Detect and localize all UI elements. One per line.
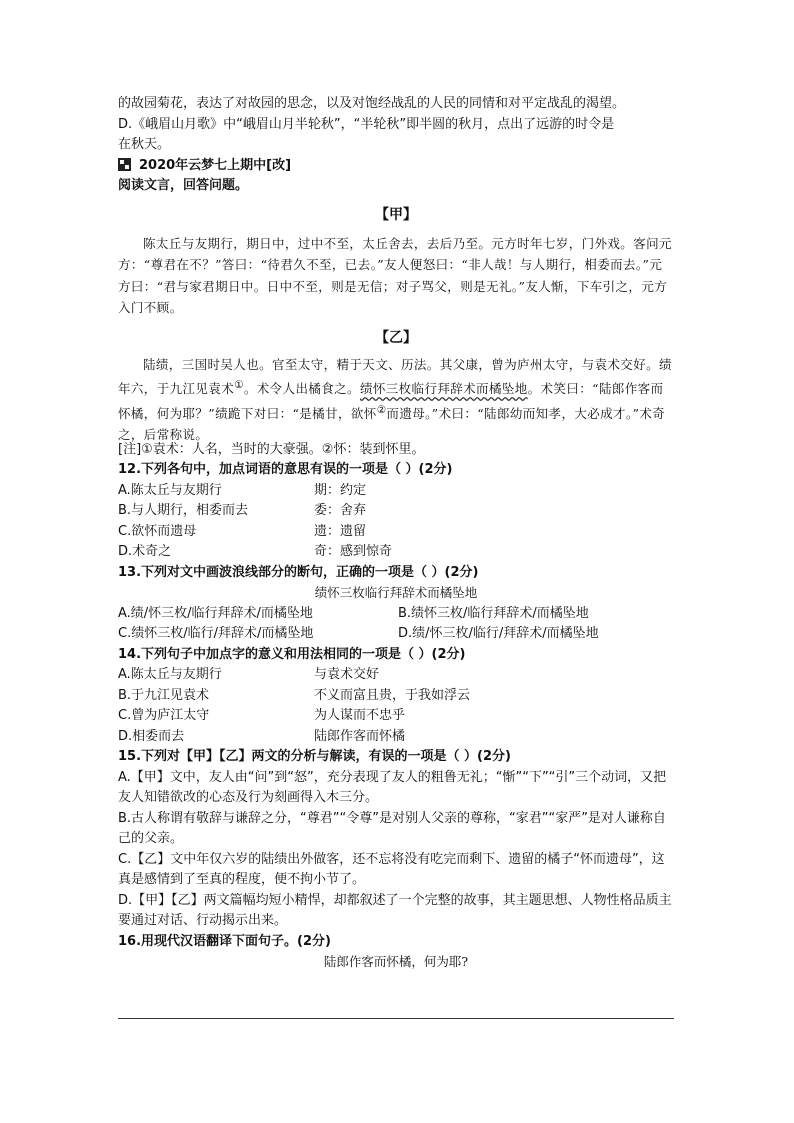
passage-yi: [118, 354, 674, 443]
q13-sentence: 绩怀三枚临行拜辞术而橘坠地: [314, 585, 478, 600]
passage-yi-part: 。术令人出橘食之。: [243, 381, 360, 397]
question-15-stem: 15.下列对【甲】【乙】两文的分析与解读，有误的一项是（ ）(2分): [118, 749, 511, 764]
qr-code-icon: [118, 158, 131, 171]
q15-option: C.【乙】文中年仅六岁的陆绩出外做客，还不忘将没有吃完而剩下、遗留的橘子“怀而遗母”，这真是感情到了至真的程度，便不拘小节了。: [118, 851, 665, 887]
q12-option: B.与人期行，相委而去 委：舍弃: [118, 503, 367, 518]
question-12-stem: 12.下列各句中，加点词语的意思有误的一项是（ ）(2分): [118, 462, 453, 477]
footnote-mark: ①: [234, 379, 244, 391]
annotation-note: [注]①袁术：人名，当时的大豪强。②怀：装到怀里。: [118, 441, 425, 457]
question-14-stem: 14.下列句子中加点字的意义和用法相同的一项是（ ）(2分): [118, 646, 466, 662]
source-tag: [118, 156, 674, 177]
wavy-underlined-sentence: 绩怀三枚临行拜辞术而橘坠地: [359, 381, 528, 397]
q12-option: D.术奇之 奇：感到惊奇: [118, 544, 393, 559]
q14-option: D.相委而去 陆郎作客而怀橘: [118, 728, 406, 744]
question-13-stem: 13.下列对文中画波浪线部分的断句，正确的一项是（ ）(2分): [118, 564, 479, 580]
passage-yi-part: 。术笑曰：“陆郎作客而怀橘，何为耶？”绩跪下对曰：“是橘甘，欲怀: [118, 381, 664, 421]
passage-yi-title: 【乙】: [375, 329, 417, 346]
text-line: D.《峨眉山月歌》中“峨眉山月半轮秋”，“半轮秋”即半圆的秋月，点出了远游的时令是: [118, 116, 615, 132]
q15-option: D.【甲】【乙】两文篇幅均短小精悍，却都叙述了一个完整的故事，其主题思想、人物性格品质主要通过对话、行动揭示出来。: [118, 892, 672, 928]
q14-option: A.陈太丘与友期行 与袁术交好: [118, 667, 380, 682]
instruction: 阅读文言，回答问题。: [118, 178, 249, 193]
footnote-mark: ②: [376, 403, 387, 416]
passage-yi-part: 而遗母。”术曰：“陆郎幼而知孝，大必成才。”术奇之，后常称说。: [118, 405, 666, 443]
question-16-stem: 16.用现代汉语翻译下面句子。(2分): [118, 933, 331, 949]
passage-yi-part: 陆绩，三国时吴人也。官至太守，精于天文、历法。其父康，曾为庐州太守，与袁术交好。绩年六，于九江见袁术: [118, 356, 672, 397]
text-line: 在秋天。: [118, 137, 171, 152]
passage-jia-title: 【甲】: [375, 206, 417, 223]
q13-option-row: A.绩/怀三枚/临行拜辞术/而橘坠地 B.绩怀三枚/临行拜辞术/而橘坠地: [118, 605, 589, 621]
q13-option-row: C.绩怀三枚/临行/拜辞术/而橘坠地 D.绩/怀三枚/临行/拜辞术/而橘坠地: [118, 626, 599, 641]
q15-option: A.【甲】文中，友人由“问”到“怒”，充分表现了友人的粗鲁无礼；“惭”“下”“引”三个动词，又把友人知错欲改的心态及行为刻画得入木三分。: [118, 769, 667, 805]
text-line: 的故园菊花，表达了对故园的思念，以及对饱经战乱的人民的同情和对平定战乱的渴望。: [118, 96, 626, 111]
q12-option: A.陈太丘与友期行 期：约定: [118, 482, 367, 498]
q15-option: B.古人称谓有敬辞与谦辞之分，“尊君”“令尊”是对别人父亲的尊称，“家君”“家严”是对人谦称自己的父亲。: [118, 810, 666, 846]
q14-option: C.曾为庐江太守 为人谋而不忠乎: [118, 708, 406, 723]
q14-option: B.于九江见袁术 不义而富且贵，于我如浮云: [118, 687, 471, 703]
q16-sentence: 陆郎作客而怀橘，何为耶?: [323, 954, 469, 969]
q12-option: C.欲怀而遗母 遗：遗留: [118, 523, 367, 539]
exam-page: [118, 94, 674, 973]
answer-line: [118, 1018, 674, 1019]
source-tag-text: 2020年云梦七上期中[改]: [139, 157, 292, 173]
passage-jia: 陈太丘与友期行，期日中，过中不至，太丘舍去，去后乃至。元方时年七岁，门外戏。客问元方：“尊君在不？”答曰：“待君久不至，已去。”友人便怒曰：“非人哉！与人期行，相委而去。”元方曰：“君与家君期日中。日中不至，则是无信；对子骂父，则是无礼。”友人惭，下车引之，元方入门不顾。: [118, 235, 672, 315]
